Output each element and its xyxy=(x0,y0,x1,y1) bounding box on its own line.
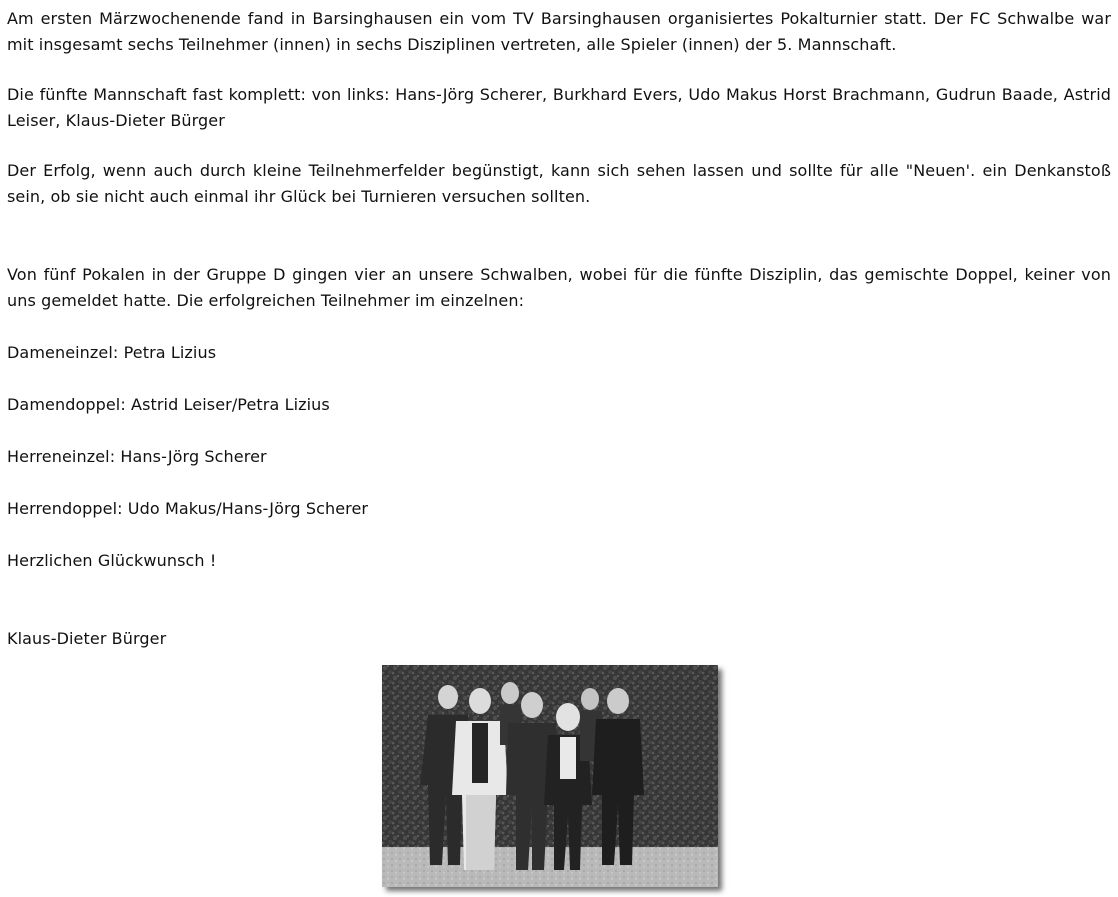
result-damendoppel: Damendoppel: Astrid Leiser/Petra Lizius xyxy=(7,395,330,414)
congratulations: Herzlichen Glückwunsch ! xyxy=(7,551,217,570)
author-signature: Klaus-Dieter Bürger xyxy=(7,629,167,648)
success-paragraph: Der Erfolg, wenn auch durch kleine Teilnehmerfelder begünstigt, kann sich sehen lassen und sollte für alle "Neuen'. ein Denkanstoß sein, ob sie nicht auch einmal ihr Glück bei Turnieren versuchen sollten. xyxy=(7,161,1111,206)
intro-paragraph: Am ersten Märzwochenende fand in Barsinghausen ein vom TV Barsinghausen organisiertes Pokalturnier statt. Der FC Schwalbe war mit insgesamt sechs Teilnehmer (innen) in sechs Disziplinen vertreten, alle Spieler (innen) der 5. Mannschaft. xyxy=(7,9,1111,54)
trophies-paragraph: Von fünf Pokalen in der Gruppe D gingen vier an unsere Schwalben, wobei für die fünfte Disziplin, das gemischte Doppel, keiner von uns gemeldet hatte. Die erfolgreichen Teilnehmer im einzelnen: xyxy=(7,265,1111,310)
photo-caption-paragraph: Die fünfte Mannschaft fast komplett: von links: Hans-Jörg Scherer, Burkhard Evers, Udo Makus Horst Brachmann, Gudrun Baade, Astrid Leiser, Klaus-Dieter Bürger xyxy=(7,85,1111,130)
result-herreneinzel: Herreneinzel: Hans-Jörg Scherer xyxy=(7,447,267,466)
team-photo-image xyxy=(382,665,718,887)
result-dameneinzel: Dameneinzel: Petra Lizius xyxy=(7,343,217,362)
result-herrendoppel: Herrendoppel: Udo Makus/Hans-Jörg Scherer xyxy=(7,499,369,518)
team-photo xyxy=(382,665,718,887)
